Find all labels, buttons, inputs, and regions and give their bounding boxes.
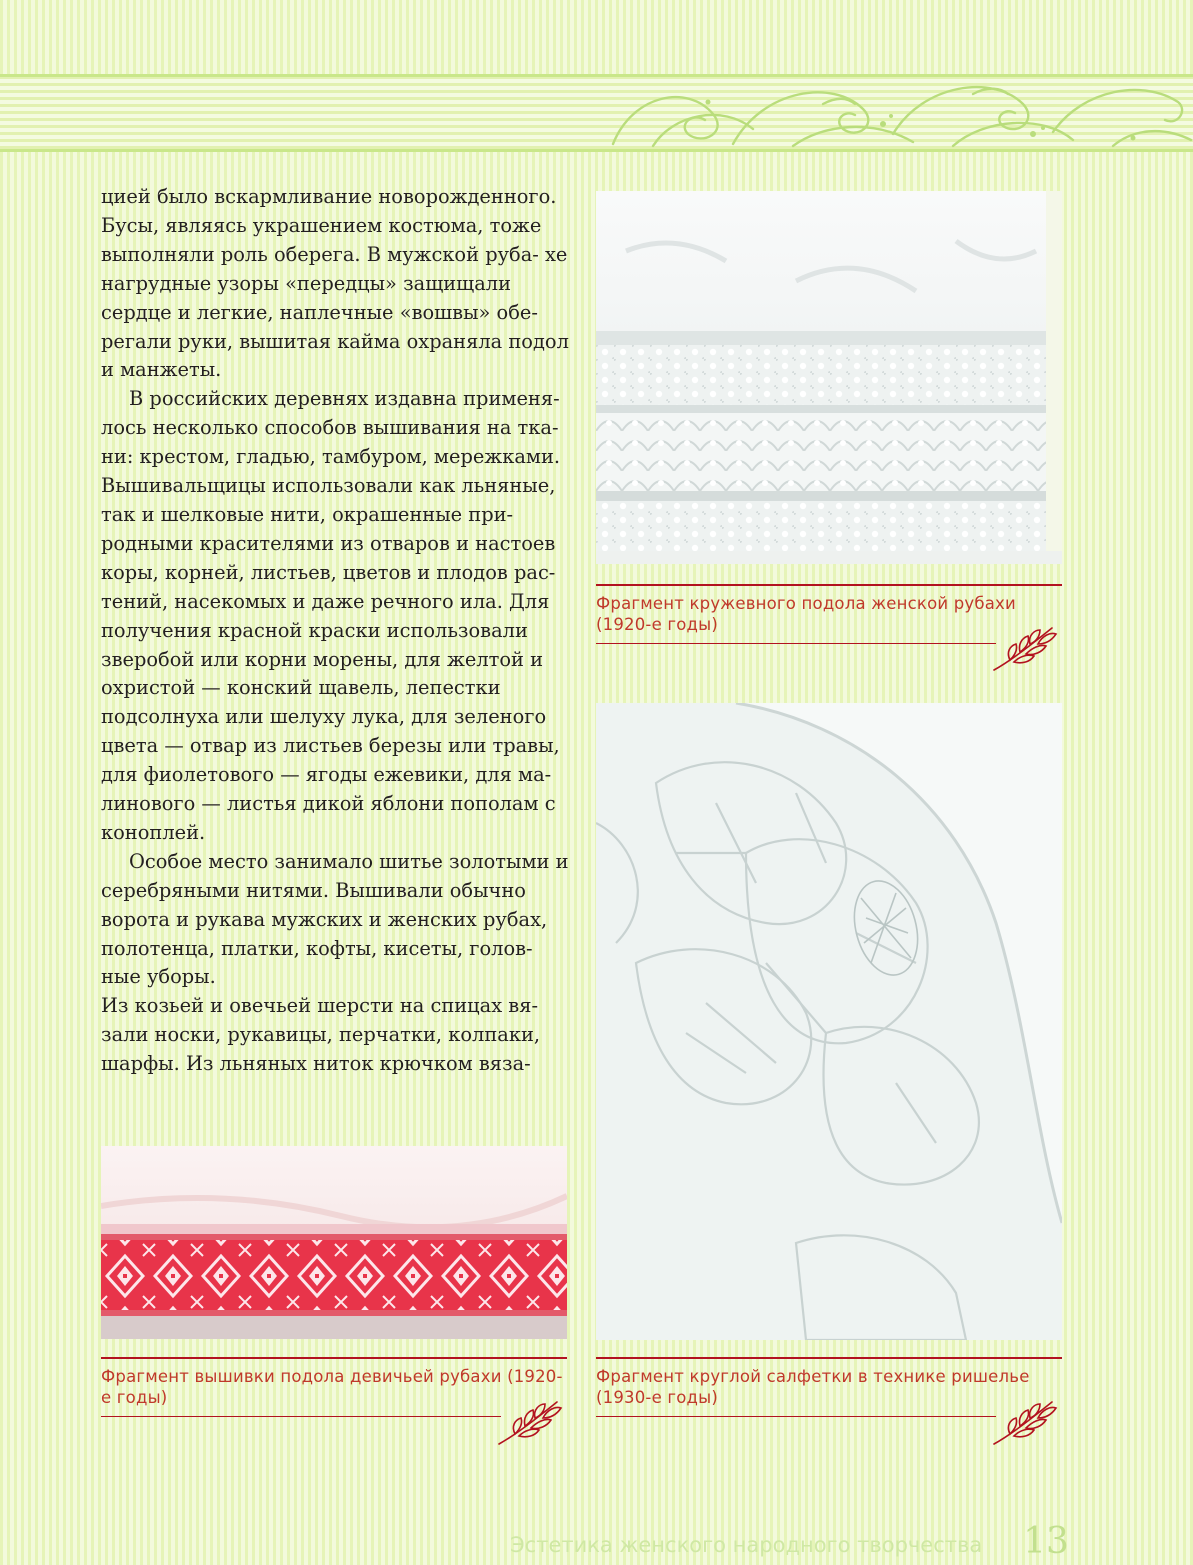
caption-richelieu-napkin: Фрагмент круглой салфетки в технике ришелье (1930-е годы) xyxy=(596,1366,1030,1407)
caption-rule xyxy=(596,1357,1062,1359)
running-footer-title: Эстетика женского народного творчества xyxy=(510,1533,983,1557)
floral-sprig-icon xyxy=(497,1396,567,1446)
page-number: 13 xyxy=(1023,1521,1069,1562)
header-swirl-ornament xyxy=(593,74,1193,152)
body-text xyxy=(101,183,571,1079)
caption-rule xyxy=(596,584,1062,586)
paragraph: Из козьей и овечьей шерсти на спицах вя- зали носки, рукавицы, перчатки, колпаки, шарфы. Из льняных ниток крючком вяза- xyxy=(101,994,541,1076)
floral-sprig-icon xyxy=(992,622,1062,672)
paragraph: цией было вскармливание новорожденного. Бусы, являясь украшением костюма, тоже выполняли роль оберега. В мужской руба- хе нагрудные узоры «передцы» защищали сердце и легкие, наплечные «вошвы» обе- регали руки, вышитая кайма охраняла подол и манжеты. xyxy=(101,185,569,382)
caption-rule xyxy=(101,1416,501,1418)
caption-embroidery-hem: Фрагмент вышивки подола девичьей рубахи (1920-е годы) xyxy=(101,1366,563,1407)
paragraph: В российских деревнях издавна применя- лось несколько способов вышивания на тка- ни: крестом, гладью, тамбуром, мережками. Вышивальщицы использовали как льняные, так и шелковые нити, окрашенные при- родными красителями из отваров и настоев коры, корней, листьев, цветов и плодов рас- тений, насекомых и даже речного ила. Для получения красной краски использовали зверобой или корни морены, для желтой и охристой — конский щавель, лепестки подсолнуха или шелуху лука, для зеленого цвета — отвар из листьев березы или травы, для фиолетового — ягоды ежевики, для ма- линового — листья дикой яблони пополам с коноплей. xyxy=(101,387,561,844)
richelieu-napkin-photo xyxy=(596,703,1062,1340)
caption-rule xyxy=(101,1357,567,1359)
floral-sprig-icon xyxy=(992,1396,1062,1446)
caption-rule xyxy=(596,1416,996,1418)
paragraph: Особое место занимало шитье золотыми и серебряными нитями. Вышивали обычно ворота и рукава мужских и женских рубах, полотенца, платки, кофты, кисеты, голов- ные уборы. xyxy=(101,849,569,989)
lace-hem-photo xyxy=(596,191,1062,564)
embroidery-hem-photo xyxy=(101,1146,567,1339)
caption-rule xyxy=(596,643,996,645)
caption-lace-hem: Фрагмент кружевного подола женской рубахи (1920-е годы) xyxy=(596,593,1016,634)
